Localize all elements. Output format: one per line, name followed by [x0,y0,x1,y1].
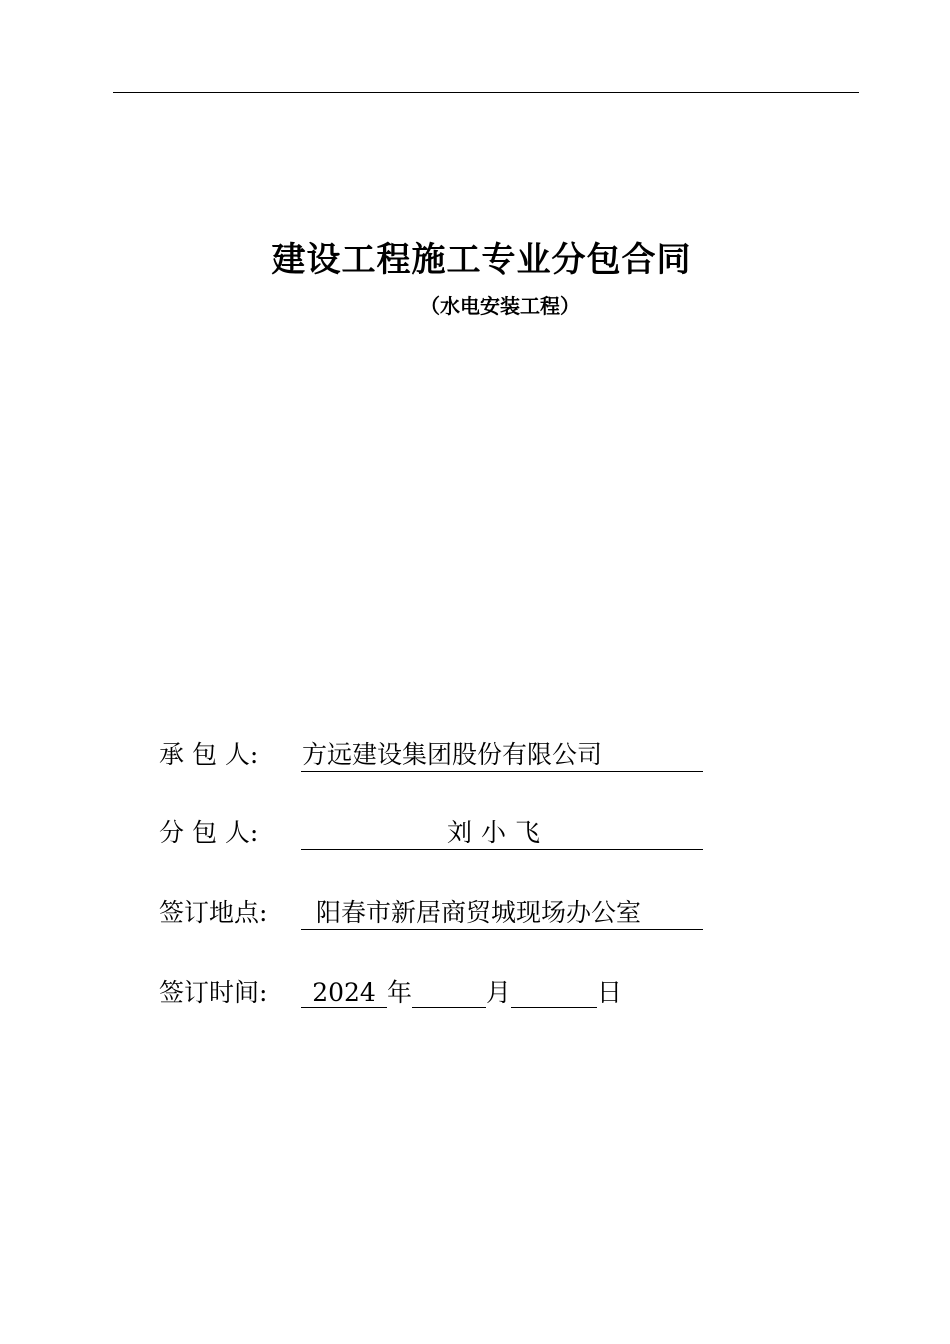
date-year-unit: 年 [387,978,413,1007]
date-day-value [511,975,597,1008]
signing-place-field [301,895,703,930]
header-rule [113,92,859,93]
signing-place-label: 签订地点: [159,898,268,927]
contract-subtitle: （水电安装工程） [420,294,580,318]
date-day-unit: 日 [597,978,623,1007]
subcontractor-row [159,815,719,855]
contract-title: 建设工程施工专业分包合同 [271,240,692,280]
date-month-unit: 月 [486,978,512,1007]
signing-place-row [159,895,719,935]
signing-date-field [301,975,622,1011]
date-year-value: 2024 [301,975,387,1008]
subcontractor-field [301,815,703,850]
signing-place-value: 阳春市新居商贸城现场办公室 [316,898,642,927]
signing-date-label: 签订时间: [159,978,268,1007]
subcontractor-value: 刘小飞 [446,818,549,847]
contractor-label: 承 包 人: [159,740,259,769]
signing-date-row [159,975,719,1015]
contractor-row [159,737,719,777]
contractor-field [301,737,703,772]
subcontractor-label: 分 包 人: [159,818,259,847]
date-month-value [412,975,486,1008]
contractor-value: 方远建设集团股份有限公司 [302,740,603,769]
